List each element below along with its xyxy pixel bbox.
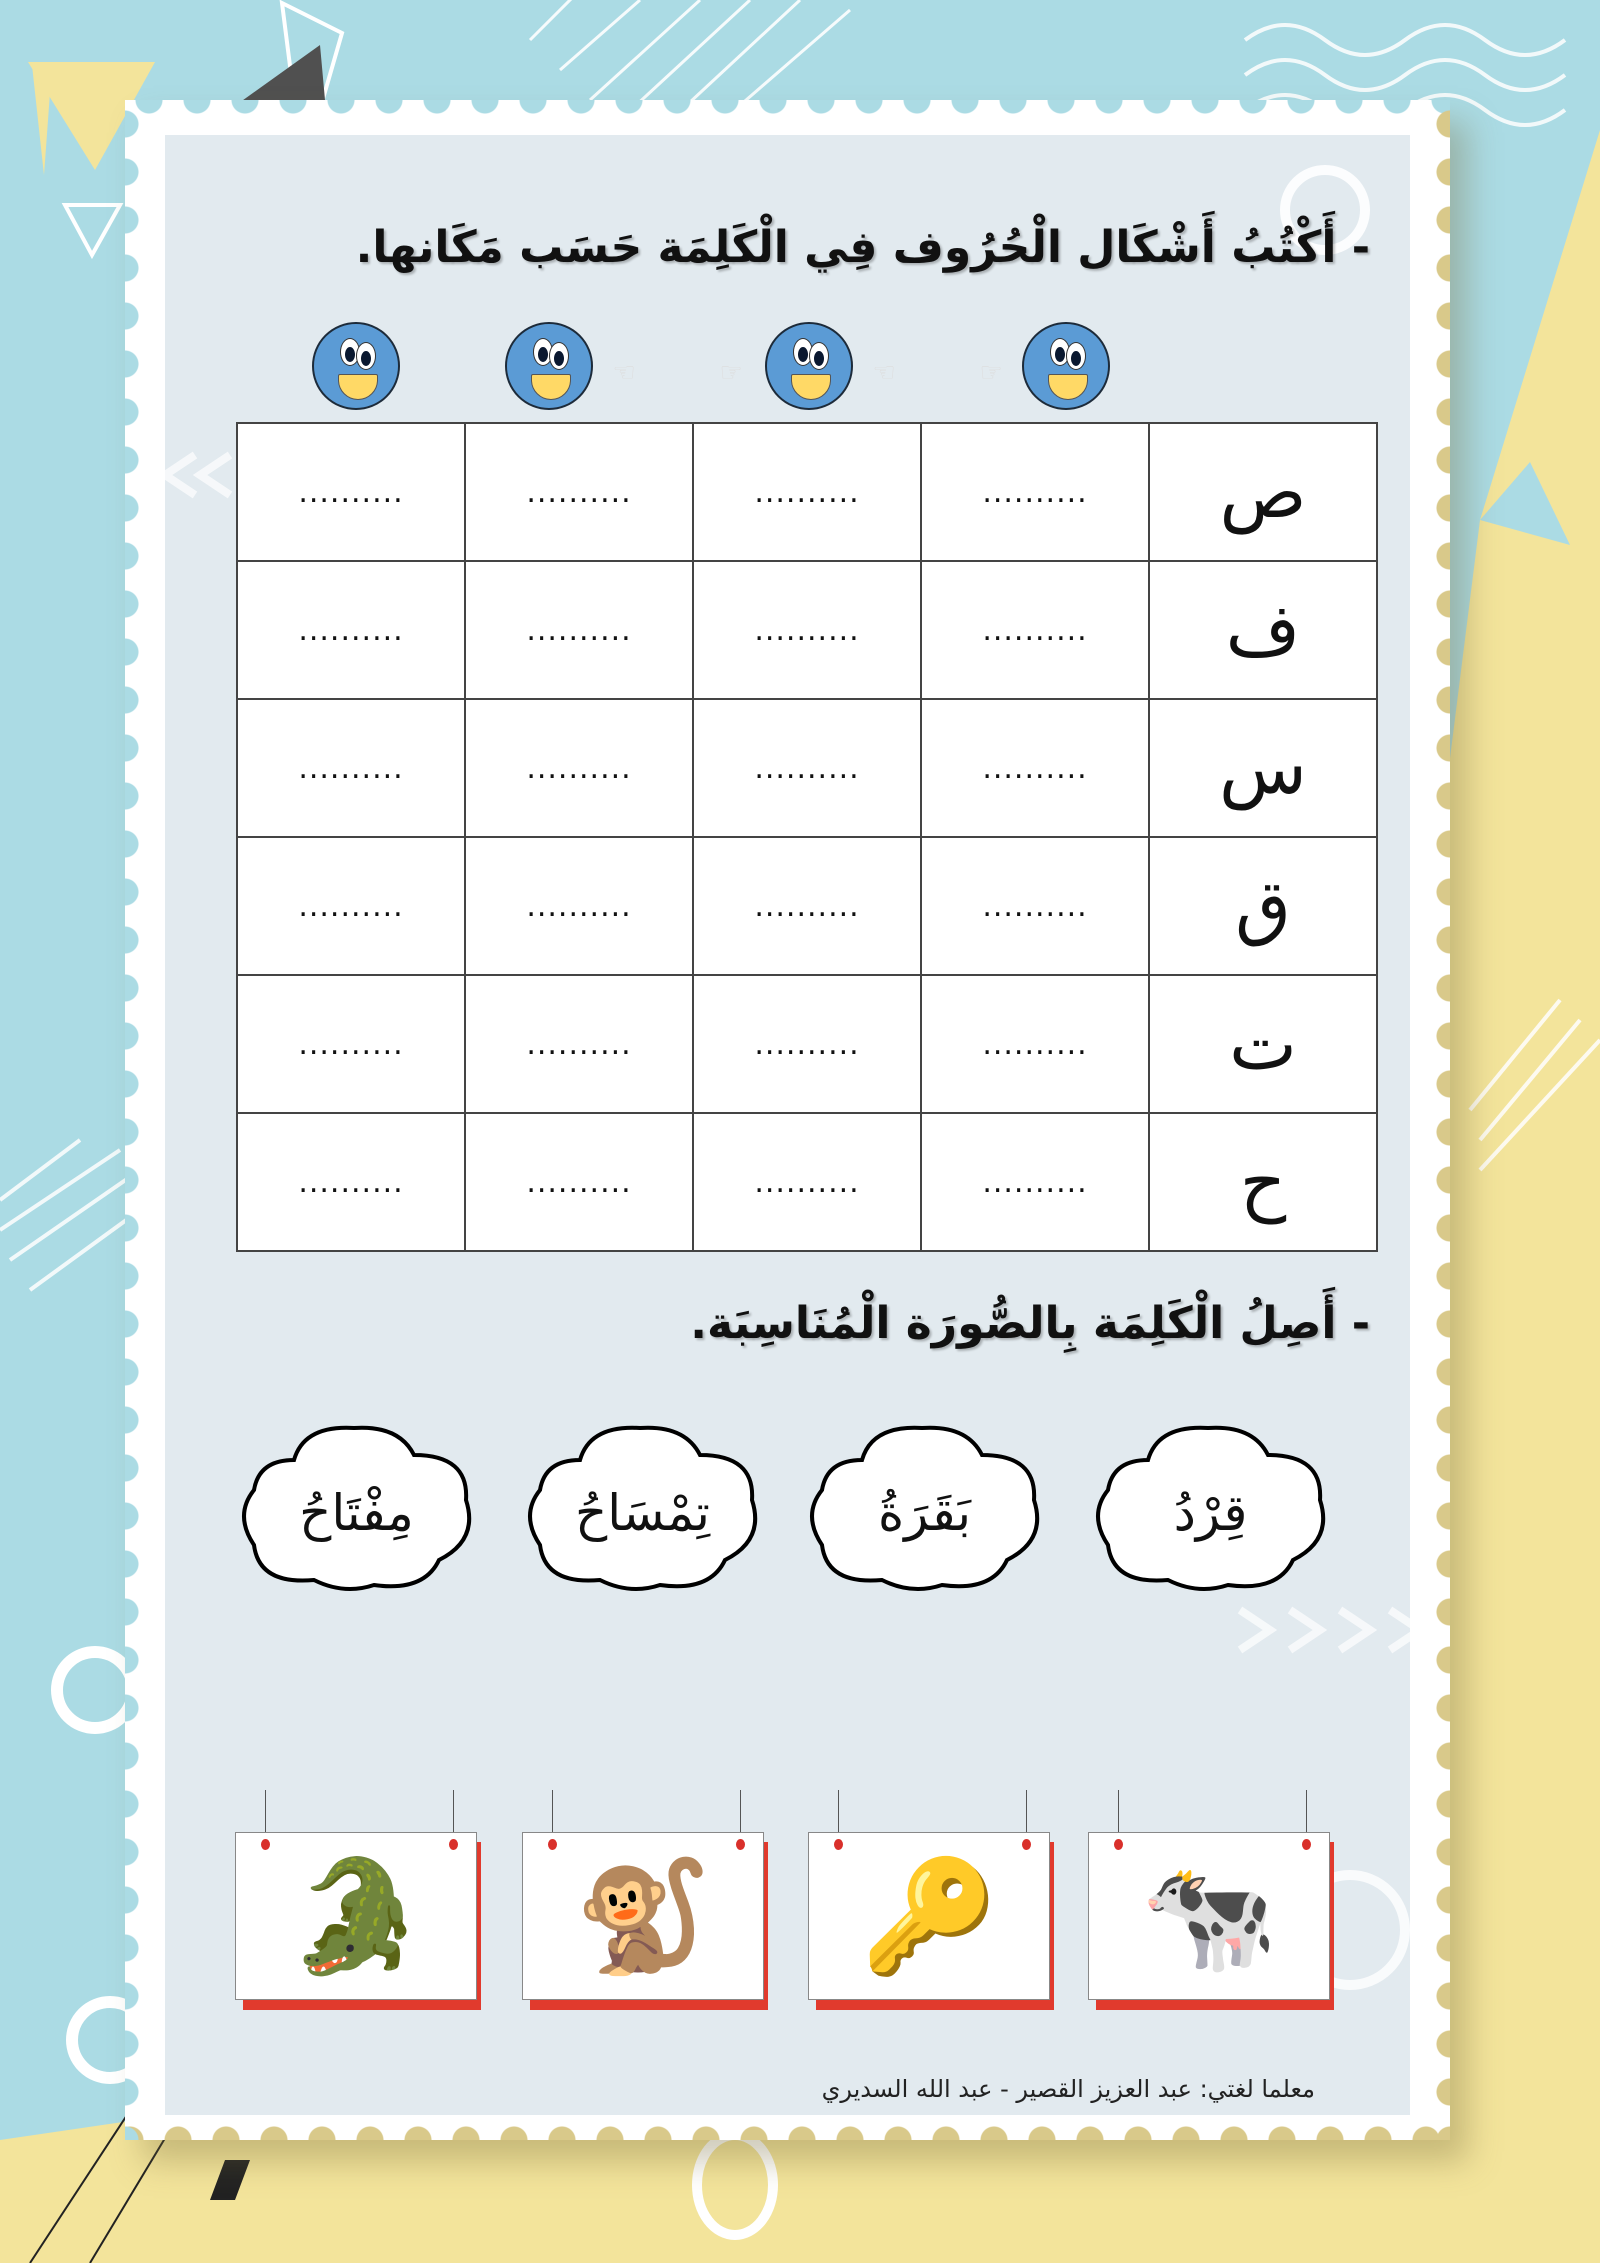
table-row (237, 699, 1377, 837)
blank-cell[interactable]: .......... (237, 1113, 465, 1251)
blank-cell[interactable]: .......... (465, 975, 693, 1113)
word-clouds (0, 1420, 1600, 1600)
picture-card-crocodile[interactable] (235, 1790, 485, 2025)
face-icon (1022, 322, 1110, 410)
letter-cell: ص (1149, 423, 1377, 561)
blank-cell[interactable]: .......... (693, 561, 921, 699)
blank-cell[interactable]: .......... (693, 975, 921, 1113)
monkey-icon: 🐒 (574, 1851, 712, 1980)
word-label: مِفْتَاحُ (299, 1483, 414, 1542)
table-row (237, 1113, 1377, 1251)
word-cloud[interactable] (802, 1420, 1047, 1595)
crocodile-icon: 🐊 (287, 1851, 425, 1980)
cow-icon: 🐄 (1140, 1851, 1278, 1980)
footer-credit: معلما لغتي: عبد العزيز القصير - عبد الله السديري (821, 2075, 1315, 2103)
letter-cell: ق (1149, 837, 1377, 975)
letter-position-icons (0, 322, 1600, 417)
word-label: بَقَرَةُ (878, 1483, 971, 1542)
letter-cell: ح (1149, 1113, 1377, 1251)
blank-cell[interactable]: .......... (693, 1113, 921, 1251)
word-cloud[interactable] (1088, 1420, 1333, 1595)
face-icon (505, 322, 593, 410)
picture-cards (0, 1790, 1600, 2030)
picture-card-cow[interactable] (1088, 1790, 1338, 2025)
blank-cell[interactable]: .......... (693, 423, 921, 561)
pointing-hand-icon: ☜ (872, 358, 896, 388)
pointing-hand-icon: ☜ (612, 358, 636, 388)
blank-cell[interactable]: .......... (693, 699, 921, 837)
exercise2-title: - أَصِلُ الْكَلِمَة بِالصُّورَة الْمُنَاسِبَة. (690, 1298, 1370, 1349)
blank-cell[interactable]: .......... (465, 1113, 693, 1251)
table-row (237, 423, 1377, 561)
blank-cell[interactable]: .......... (237, 561, 465, 699)
blank-cell[interactable]: .......... (237, 975, 465, 1113)
face-icon (312, 322, 400, 410)
table-row (237, 837, 1377, 975)
letter-forms-table (236, 422, 1378, 1252)
blank-cell[interactable]: .......... (465, 423, 693, 561)
keys-icon: 🔑 (860, 1851, 998, 1980)
blank-cell[interactable]: .......... (237, 699, 465, 837)
blank-cell[interactable]: .......... (921, 837, 1149, 975)
blank-cell[interactable]: .......... (921, 1113, 1149, 1251)
letter-cell: ت (1149, 975, 1377, 1113)
blank-cell[interactable]: .......... (921, 423, 1149, 561)
blank-cell[interactable]: .......... (465, 561, 693, 699)
blank-cell[interactable]: .......... (237, 423, 465, 561)
face-icon (765, 322, 853, 410)
table-row (237, 975, 1377, 1113)
blank-cell[interactable]: .......... (237, 837, 465, 975)
letter-cell: ف (1149, 561, 1377, 699)
picture-card-monkey[interactable] (522, 1790, 772, 2025)
blank-cell[interactable]: .......... (921, 561, 1149, 699)
blank-cell[interactable]: .......... (465, 699, 693, 837)
table-row (237, 561, 1377, 699)
picture-card-keys[interactable] (808, 1790, 1058, 2025)
word-cloud[interactable] (234, 1420, 479, 1595)
word-label: قِرْدُ (1173, 1483, 1248, 1542)
blank-cell[interactable]: .......... (693, 837, 921, 975)
word-label: تِمْسَاحُ (575, 1483, 710, 1542)
exercise1-title: - أَكْتُبُ أَشْكَال الْحُرُوف فِي الْكَلِمَة حَسَب مَكَانها. (355, 222, 1370, 273)
blank-cell[interactable]: .......... (921, 699, 1149, 837)
pointing-hand-icon: ☞ (719, 358, 743, 388)
pointing-hand-icon: ☞ (979, 358, 1003, 388)
blank-cell[interactable]: .......... (921, 975, 1149, 1113)
word-cloud[interactable] (520, 1420, 765, 1595)
blank-cell[interactable]: .......... (465, 837, 693, 975)
letter-cell: س (1149, 699, 1377, 837)
